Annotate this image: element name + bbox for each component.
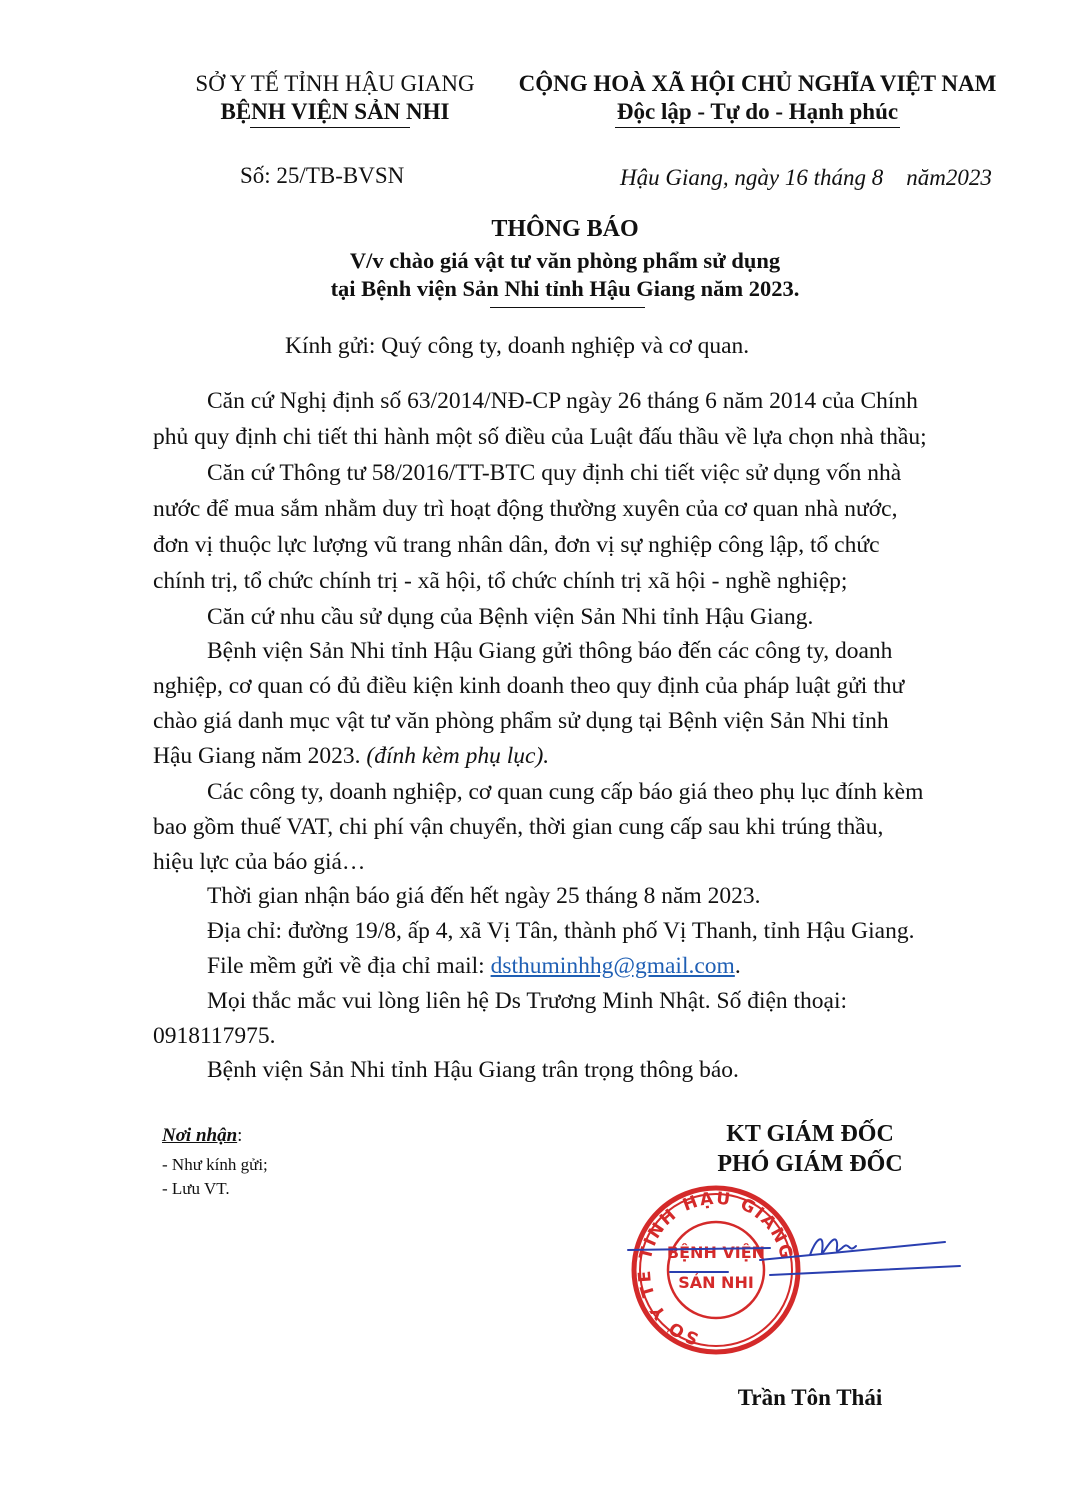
email-link[interactable]: dsthuminhhg@gmail.com (490, 953, 735, 979)
body-line: phủ quy định chi tiết thi hành một số điều của Luật đấu thầu về lựa chọn nhà thầu; (153, 424, 927, 450)
recipients-heading-colon: : (237, 1125, 243, 1146)
signature-title-2: PHÓ GIÁM ĐỐC (717, 1151, 903, 1177)
document-number: Số: 25/TB-BVSN (240, 163, 405, 188)
body-line: 0918117975. (153, 1023, 276, 1049)
body-text: . (734, 953, 741, 979)
recipient-item: - Như kính gửi; (162, 1155, 268, 1174)
body-line: nghiệp, cơ quan có đủ điều kiện kinh doanh theo quy định của pháp luật gửi thư (153, 673, 905, 699)
body-line: hiệu lực của báo giá… (153, 849, 366, 875)
body-line: đơn vị thuộc lực lượng vũ trang nhân dân, đơn vị sự nghiệp công lập, tổ chức (153, 532, 880, 558)
body-line (153, 738, 549, 775)
stamp-seal (631, 1187, 798, 1352)
body-text: File mềm gửi về địa chỉ mail: (207, 953, 491, 979)
stamp-center-line-2: SẢN NHI (678, 1273, 754, 1292)
country-name: CỘNG HOÀ XÃ HỘI CHỦ NGHĨA VIỆT NAM (518, 71, 997, 96)
body-line (207, 948, 741, 985)
body-line: Mọi thắc mắc vui lòng liên hệ Ds Trương Minh Nhật. Số điện thoại: (207, 988, 848, 1014)
motto-underline (615, 127, 900, 128)
body-line: Căn cứ nhu cầu sử dụng của Bệnh viện Sản Nhi tỉnh Hậu Giang. (207, 604, 814, 630)
body-line: nước để mua sắm nhằm duy trì hoạt động thường xuyên của cơ quan nhà nước, (153, 496, 898, 522)
attachment-note: (đính kèm phụ lục). (366, 743, 550, 769)
title-underline (490, 307, 645, 308)
subject-line-1: V/v chào giá vật tư văn phòng phẩm sử dụng (349, 248, 781, 273)
place-date: Hậu Giang, ngày 16 tháng 8 năm2023 (620, 165, 992, 190)
stamp-center-line-1: BỆNH VIỆN (666, 1243, 766, 1262)
motto: Độc lập - Tự do - Hạnh phúc (616, 99, 899, 124)
body-line: chính trị, tổ chức chính trị - xã hội, tổ chức chính trị xã hội - nghề nghiệp; (153, 568, 848, 594)
stamp-ring-text: SỞ Y TẾ TỈNH HẬU GIANG (634, 1188, 797, 1349)
body-line: Bệnh viện Sản Nhi tỉnh Hậu Giang trân trọng thông báo. (207, 1057, 739, 1083)
body-line: Thời gian nhận báo giá đến hết ngày 25 tháng 8 năm 2023. (207, 883, 761, 909)
hospital-name-underline (250, 127, 410, 128)
subject-line-2: tại Bệnh viện Sản Nhi tỉnh Hậu Giang năm 2023. (330, 276, 800, 301)
recipients-heading-label: Nơi nhận (162, 1125, 238, 1146)
signature-title-1: KT GIÁM ĐỐC (726, 1121, 894, 1147)
hospital-name: BỆNH VIỆN SẢN NHI (220, 99, 450, 124)
recipient-line: Kính gửi: Quý công ty, doanh nghiệp và cơ quan. (285, 333, 750, 359)
body-line: Các công ty, doanh nghiệp, cơ quan cung cấp báo giá theo phụ lục đính kèm (207, 779, 924, 805)
body-line: Bệnh viện Sản Nhi tỉnh Hậu Giang gửi thông báo đến các công ty, doanh (207, 638, 893, 664)
body-line: Căn cứ Nghị định số 63/2014/NĐ-CP ngày 26 tháng 6 năm 2014 của Chính (207, 388, 918, 414)
recipient-item: - Lưu VT. (162, 1179, 230, 1198)
recipients-heading (162, 1125, 242, 1147)
stamp-and-signature (610, 1180, 980, 1365)
body-line: bao gồm thuế VAT, chi phí vận chuyển, thời gian cung cấp sau khi trúng thầu, (153, 814, 884, 840)
body-line: Căn cứ Thông tư 58/2016/TT-BTC quy định chi tiết việc sử dụng vốn nhà (207, 460, 902, 486)
notice-title: THÔNG BÁO (491, 216, 639, 242)
body-line: Địa chỉ: đường 19/8, ấp 4, xã Vị Tân, thành phố Vị Thanh, tỉnh Hậu Giang. (207, 918, 915, 944)
agency-name: SỞ Y TẾ TỈNH HẬU GIANG (195, 71, 475, 96)
body-line: chào giá danh mục vật tư văn phòng phẩm sử dụng tại Bệnh viện Sản Nhi tỉnh (153, 708, 889, 734)
signer-name: Trần Tôn Thái (737, 1385, 883, 1410)
body-text: Hậu Giang năm 2023. (153, 743, 367, 769)
